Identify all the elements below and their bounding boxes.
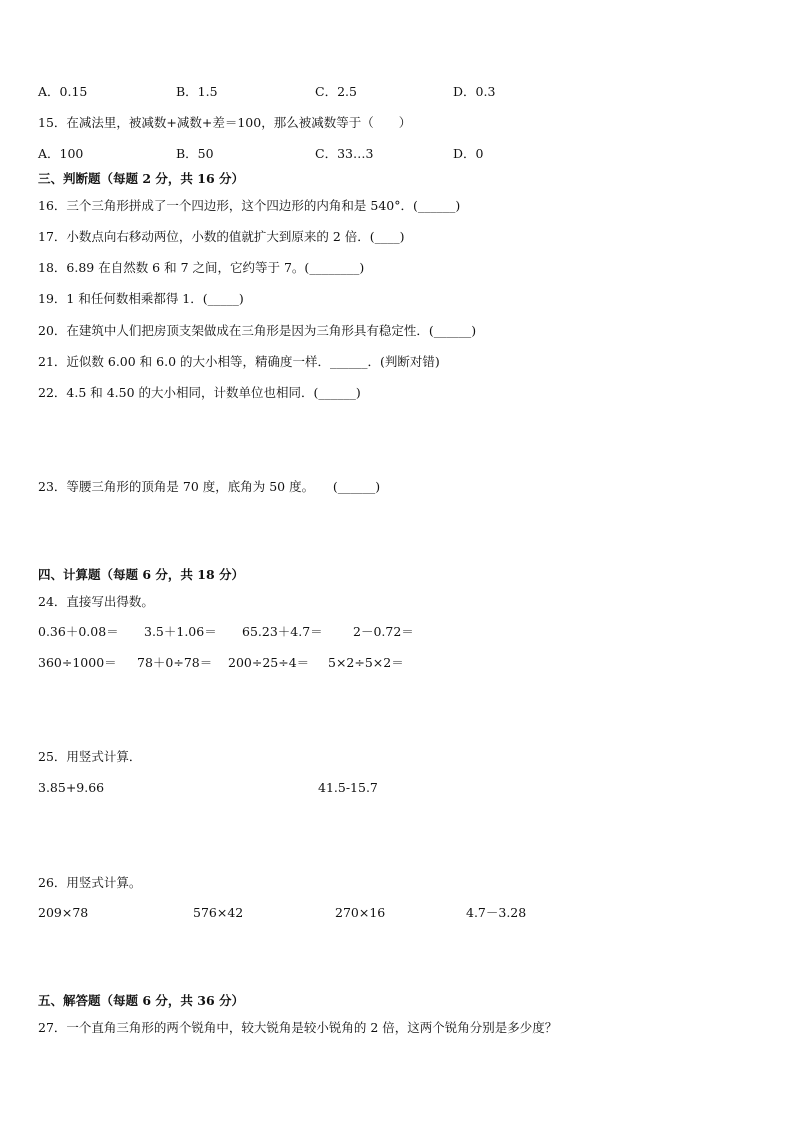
- q15-option-a: A．100: [38, 146, 84, 161]
- q25-stem: 25．用竖式计算．: [38, 749, 142, 764]
- q24-stem: 24．直接写出得数。: [38, 594, 154, 609]
- q24-expr: 5×2÷5×2＝: [328, 655, 404, 670]
- q18: 18．6.89 在自然数 6 和 7 之间，它约等于 7。(________): [38, 260, 365, 275]
- q17: 17．小数点向右移动两位，小数的值就扩大到原来的 2 倍．(____): [38, 229, 405, 244]
- q24-expr: 360÷1000＝: [38, 655, 117, 670]
- q15-stem: 15．在减法里，被减数+减数+差＝100，那么被减数等于（ ）: [38, 115, 412, 130]
- section4-title: 四、计算题（每题 6 分，共 18 分）: [38, 567, 245, 582]
- q26-stem: 26．用竖式计算。: [38, 875, 142, 890]
- q24-expr: 3.5＋1.06＝: [144, 624, 217, 639]
- q14-option-c: C．2.5: [315, 84, 357, 99]
- q26-expr: 576×42: [193, 905, 244, 920]
- q24-expr: 65.23＋4.7＝: [242, 624, 323, 639]
- q14-option-b: B．1.5: [176, 84, 218, 99]
- q24-expr: 200÷25÷4＝: [228, 655, 310, 670]
- q16: 16．三个三角形拼成了一个四边形，这个四边形的内角和是 540°．(______): [38, 198, 461, 213]
- q22: 22．4.5 和 4.50 的大小相同，计数单位也相同．(______): [38, 385, 361, 400]
- q26-expr: 270×16: [335, 905, 386, 920]
- q15-option-d: D．0: [453, 146, 484, 161]
- q15-option-b: B．50: [176, 146, 214, 161]
- q19: 19．1 和任何数相乘都得 1．(_____): [38, 291, 244, 306]
- q14-option-d: D．0.3: [453, 84, 496, 99]
- q26-expr: 4.7－3.28: [466, 905, 527, 920]
- q25-expr: 3.85+9.66: [38, 780, 105, 795]
- q14-option-a: A．0.15: [38, 84, 88, 99]
- q24-expr: 78＋0÷78＝: [137, 655, 213, 670]
- section3-title: 三、判断题（每题 2 分，共 16 分）: [38, 171, 245, 186]
- q20: 20．在建筑中人们把房顶支架做成在三角形是因为三角形具有稳定性．(______): [38, 323, 477, 338]
- q27: 27．一个直角三角形的两个锐角中，较大锐角是较小锐角的 2 倍，这两个锐角分别是多少度？: [38, 1020, 558, 1035]
- q23: 23．等腰三角形的顶角是 70 度，底角为 50 度。 (______): [38, 479, 381, 494]
- section5-title: 五、解答题（每题 6 分，共 36 分）: [38, 993, 245, 1008]
- q15-option-c: C．33…3: [315, 146, 374, 161]
- q24-expr: 2－0.72＝: [353, 624, 414, 639]
- q26-expr: 209×78: [38, 905, 89, 920]
- q21: 21．近似数 6.00 和 6.0 的大小相等，精确度一样．______．(判断对错): [38, 354, 440, 369]
- q24-expr: 0.36＋0.08＝: [38, 624, 119, 639]
- q25-expr: 41.5-15.7: [318, 780, 378, 795]
